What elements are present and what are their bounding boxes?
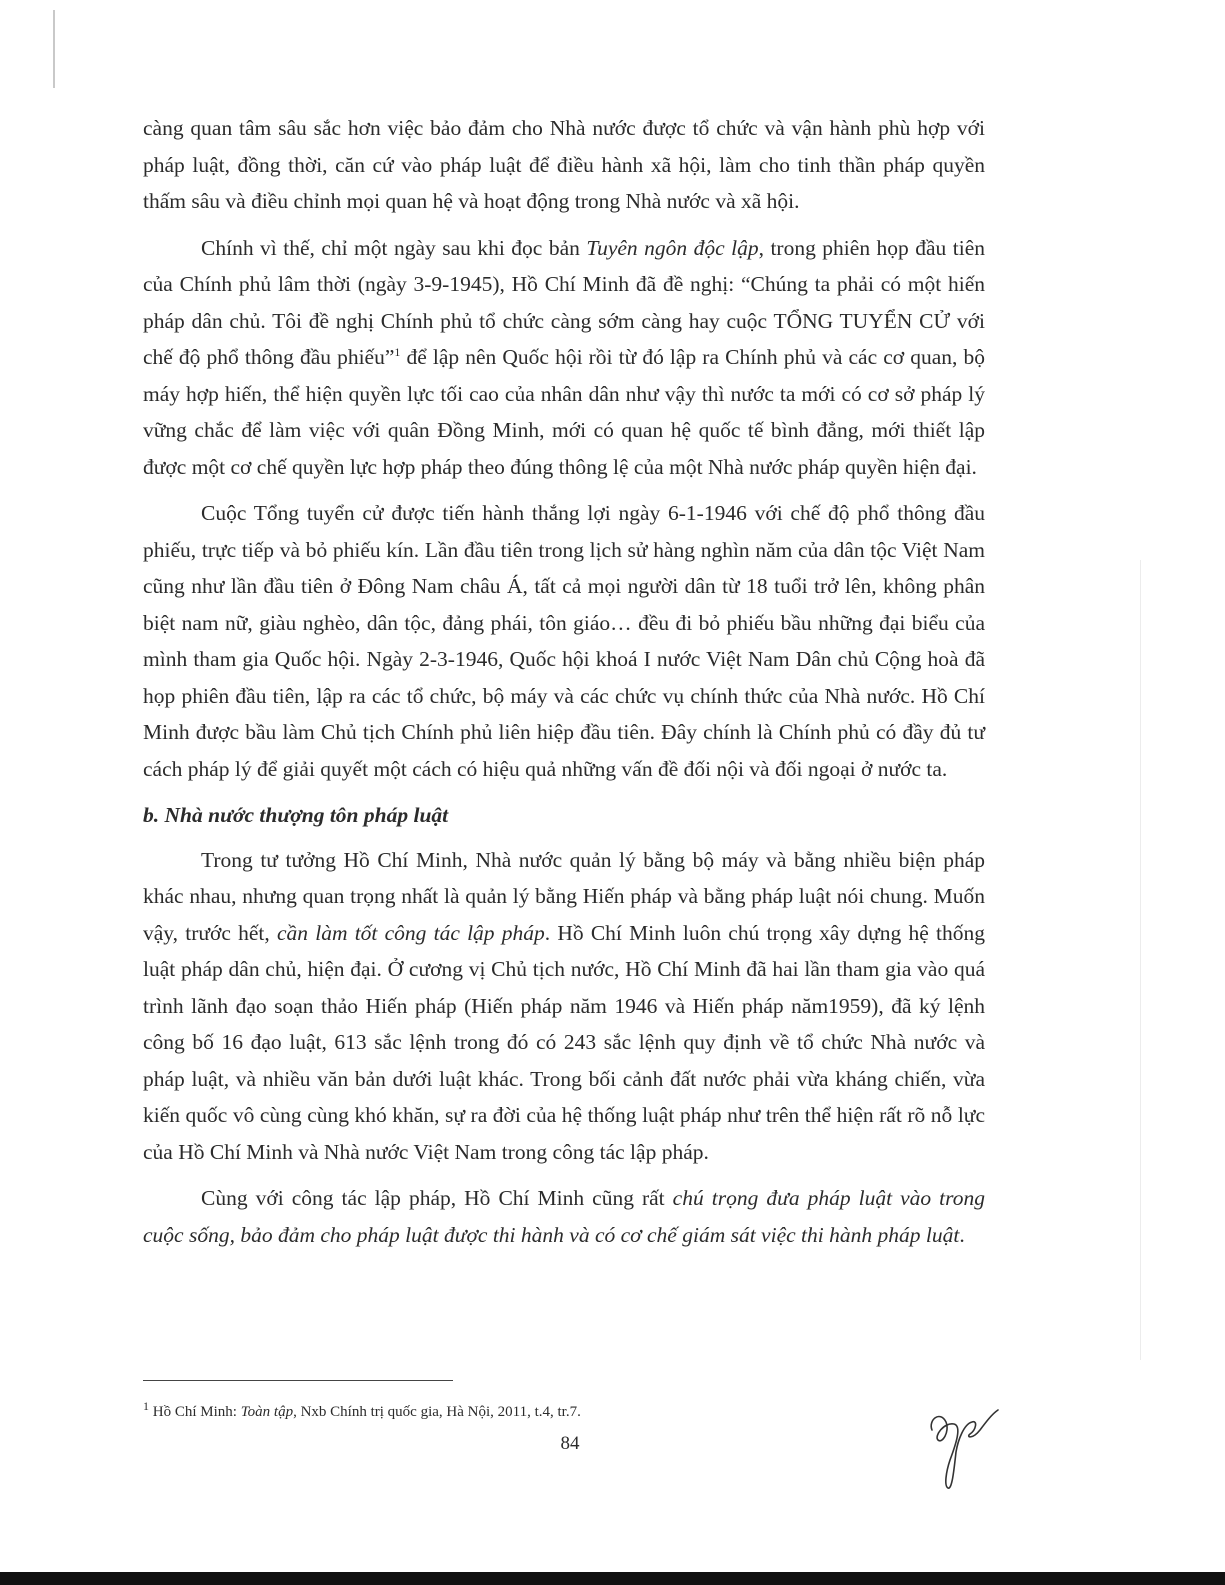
footnote-divider [143, 1380, 453, 1381]
footnote-reference: 1 [394, 344, 401, 359]
paragraph-5-text-b: . [959, 1222, 965, 1247]
body-text [143, 110, 985, 1253]
paragraph-3 [143, 495, 985, 787]
scan-artifact-line [53, 10, 55, 88]
paragraph-4-text-a: Trong tư tưởng Hồ Chí Minh, Nhà nước quản lý bằng bộ máy và bằng nhiều biện pháp khác nhau, nhưng quan trọng nhất là quản lý bằng Hiến pháp và bằng pháp luật nói chung. Muốn vậy, trước hết, [143, 847, 985, 945]
paragraph-3-text: Cuộc Tổng tuyển cử được tiến hành thắng lợi ngày 6-1-1946 với chế độ phổ thông đầu phiếu, trực tiếp và bỏ phiếu kín. Lần đầu tiên trong lịch sử hàng nghìn năm của dân tộc Việt Nam cũng như lần đầu tiên ở Đông Nam châu Á, tất cả mọi người dân từ 18 tuổi trở lên, không phân biệt nam nữ, giàu nghèo, dân tộc, đảng phái, tôn giáo… đều đi bỏ phiếu bầu những đại biểu của mình tham gia Quốc hội. Ngày 2-3-1946, Quốc hội khoá I nước Việt Nam Dân chủ Cộng hoà đã họp phiên đầu tiên, lập ra các tổ chức, bộ máy và các chức vụ chính thức của Nhà nước. Hồ Chí Minh được bầu làm Chủ tịch Chính phủ liên hiệp đầu tiên. Đây chính là Chính phủ có đầy đủ tư cách pháp lý để giải quyết một cách có hiệu quả những vấn đề đối nội và đối ngoại ở nước ta. [143, 501, 985, 781]
signature-mark-icon [920, 1400, 1000, 1495]
paragraph-4 [143, 842, 985, 1171]
book-title-tuyen-ngon: Tuyên ngôn độc lập [586, 235, 759, 260]
footnote-title: Toàn tập [240, 1404, 294, 1420]
paragraph-5-text-a: Cùng với công tác lập pháp, Hồ Chí Minh cũng rất [201, 1186, 673, 1210]
paragraph-2-text-a: Chính vì thế, chỉ một ngày sau khi đọc bản [201, 235, 587, 260]
paragraph-5-emphasis: chú trọng đưa pháp luật vào trong cuộc sống, bảo đảm cho pháp luật được thi hành và có cơ chế giám sát việc thi hành pháp luật [143, 1186, 985, 1247]
paragraph-1 [143, 110, 985, 220]
scan-bottom-edge [0, 1572, 1225, 1585]
paragraph-4-emphasis: cần làm tốt công tác lập pháp [276, 920, 545, 945]
paragraph-2-text-c: để lập nên Quốc hội rồi từ đó lập ra Chính phủ và các cơ quan, bộ máy hợp hiến, thể hiện quyền lực tối cao của nhân dân như vậy thì nước ta mới có cơ sở pháp lý vững chắc để làm việc với quân Đồng Minh, mới có quan hệ quốc tế bình đẳng, mới thiết lập được một cơ chế quyền lực hợp pháp theo đúng thông lệ của một Nhà nước pháp quyền hiện đại. [143, 345, 985, 479]
footnote [143, 1399, 985, 1422]
footnote-author: Hồ Chí Minh: [149, 1404, 241, 1420]
paragraph-2 [143, 230, 985, 486]
page-number: 84 [560, 1433, 580, 1454]
paragraph-2-text-b: , trong phiên họp đầu tiên của Chính phủ lâm thời (ngày 3-9-1945), Hồ Chí Minh đã đề nghị: “Chúng ta phải có một hiến pháp dân chủ. Tôi đề nghị Chính phủ tổ chức càng sớm càng hay cuộc TỔNG TUYỂN CỬ với chế độ phổ thông đầu phiếu” [143, 235, 986, 369]
section-heading: b. Nhà nước thượng tôn pháp luật [143, 803, 449, 827]
footnote-publication: , Nxb Chính trị quốc gia, Hà Nội, 2011, t.4, tr.7. [293, 1404, 581, 1420]
paragraph-1-text: càng quan tâm sâu sắc hơn việc bảo đảm cho Nhà nước được tổ chức và vận hành phù hợp với pháp luật, đồng thời, căn cứ vào pháp luật để điều hành xã hội, làm cho tinh thần pháp quyền thấm sâu và điều chỉnh mọi quan hệ và hoạt động trong Nhà nước và xã hội. [143, 116, 985, 213]
paragraph-4-text-b: . Hồ Chí Minh luôn chú trọng xây dựng hệ thống luật pháp dân chủ, hiện đại. Ở cương vị Chủ tịch nước, Hồ Chí Minh đã hai lần tham gia vào quá trình lãnh đạo soạn thảo Hiến pháp (Hiến pháp năm 1946 và Hiến pháp năm1959), đã ký lệnh công bố 16 đạo luật, 613 sắc lệnh trong đó có 243 sắc lệnh quy định về tổ chức Nhà nước và pháp luật, và nhiều văn bản dưới luật khác. Trong bối cảnh đất nước phải vừa kháng chiến, vừa kiến quốc vô cùng cùng khó khăn, sự ra đời của hệ thống luật pháp như trên thể hiện rất rõ nỗ lực của Hồ Chí Minh và Nhà nước Việt Nam trong công tác lập pháp. [143, 920, 985, 1164]
footnote-mark: 1 [143, 1399, 149, 1413]
scan-artifact-fold [1140, 560, 1141, 1360]
paragraph-5 [143, 1180, 985, 1253]
